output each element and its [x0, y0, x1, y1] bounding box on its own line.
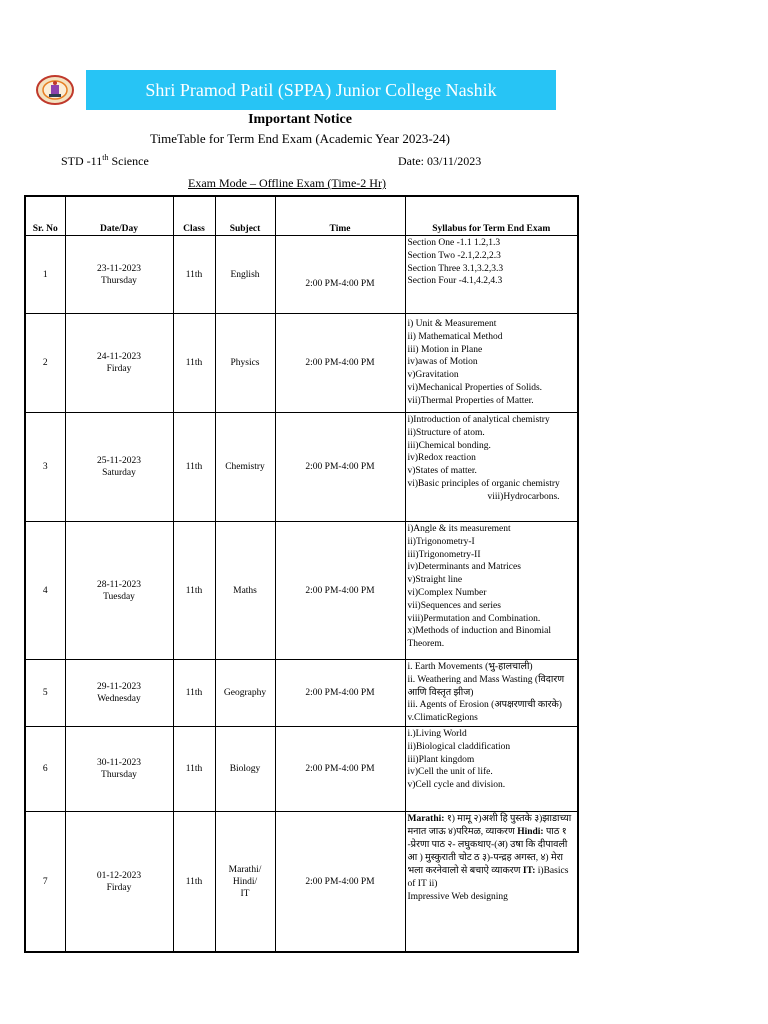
std-suffix: Science [108, 154, 149, 168]
syllabus-item: ii) Mathematical Method [407, 331, 503, 342]
sr-no: 6 [25, 726, 65, 811]
subject-line: Marathi/ [228, 864, 262, 875]
exam-mode: Exam Mode – Offline Exam (Time-2 Hr) [188, 176, 386, 190]
exam-day: Thursday [101, 275, 137, 286]
time: 2:00 PM-4:00 PM [275, 811, 405, 952]
syllabus-item: vii)Thermal Properties of Matter. [407, 395, 534, 406]
exam-day: Wednesday [97, 693, 141, 704]
syllabus-item: vi)Mechanical Properties of Solids. [407, 382, 543, 393]
exam-day: Tuesday [103, 591, 135, 602]
syllabus-item: ii)Biological claddification [407, 741, 511, 752]
table-row [25, 236, 578, 314]
syllabus-item: iii) Motion in Plane [407, 344, 483, 355]
header-class: Class [173, 196, 215, 236]
table-header-row [25, 196, 578, 236]
subject: Maths [215, 522, 275, 660]
header-date-day: Date/Day [65, 196, 173, 236]
time: 2:00 PM-4:00 PM [275, 314, 405, 413]
syllabus [405, 236, 578, 314]
header-time: Time [275, 196, 405, 236]
table-row [25, 811, 578, 952]
table-row [25, 413, 578, 522]
class: 11th [173, 236, 215, 314]
subject: Physics [215, 314, 275, 413]
class: 11th [173, 726, 215, 811]
syllabus-item: iii)Trigonometry-II [407, 549, 481, 560]
syllabus-item: vi)Complex Number [407, 587, 487, 598]
syllabus-item: iv)Redox reaction [407, 453, 476, 464]
syllabus-item: viii)Permutation and Combination. [407, 613, 541, 624]
syllabus-item: Section Three 3.1,3.2,3.3 [407, 263, 504, 274]
syllabus-item: x)Methods of induction and Binomial [407, 626, 552, 637]
syllabus-item: ii. Weathering and Mass Wasting (विदारण [407, 674, 565, 685]
syllabus-item: Section Four -4.1,4.2,4.3 [407, 276, 503, 287]
syllabus-item: i)Angle & its measurement [407, 524, 511, 534]
syllabus-item: Section Two -2.1,2.2,2.3 [407, 250, 501, 261]
banner-title-bar [86, 70, 556, 110]
date-day [65, 522, 173, 660]
syllabus [405, 522, 578, 660]
exam-day: Firday [106, 364, 132, 374]
date-day [65, 413, 173, 522]
subject: English [215, 236, 275, 314]
notice-date: Date: 03/11/2023 [398, 154, 482, 168]
syllabus-item: v)Straight line [407, 575, 463, 586]
class: 11th [173, 811, 215, 952]
syllabus-item: i) Unit & Measurement [407, 319, 497, 329]
table-row [25, 660, 578, 727]
syllabus-item: आणि विस्तृत झीज) [407, 687, 474, 698]
time: 2:00 PM-4:00 PM [275, 413, 405, 522]
syllabus-item: v)States of matter. [407, 466, 477, 477]
hindi-syllabus: पाठ १ -प्रेरणा पाठ २- लघुकथाए-(अ) उषा कि दीपावली आ ) मुस्कुराती चोट ठ ३)-पन्द्रह अगस्त, ४) मेरा भला करनेवालो से बचाऐ व्याकरण [407, 826, 568, 876]
subject: Biology [215, 726, 275, 811]
class: 11th [173, 522, 215, 660]
exam-date: 25-11-2023 [97, 456, 141, 466]
syllabus-item: v.ClimaticRegions [407, 713, 478, 724]
exam-date: 28-11-2023 [97, 579, 141, 590]
it-syllabus-continued: Impressive Web designing [407, 891, 508, 902]
syllabus [405, 811, 578, 952]
syllabus-item: iv)Cell the unit of life. [407, 767, 493, 778]
timetable-subtitle: TimeTable for Term End Exam (Academic Year 2023-24) [150, 131, 450, 146]
exam-date: 01-12-2023 [96, 870, 142, 881]
table-row [25, 314, 578, 413]
syllabus-item: iv)awas of Motion [407, 357, 478, 368]
subject [215, 811, 275, 952]
sr-no: 4 [25, 522, 65, 660]
header-subject: Subject [215, 196, 275, 236]
syllabus-item: iii)Plant kingdom [407, 754, 475, 765]
syllabus-item: viii)Hydrocarbons. [487, 491, 560, 502]
header-sr-no: Sr. No [25, 196, 65, 236]
class: 11th [173, 314, 215, 413]
it-label: IT: [522, 865, 536, 876]
syllabus [405, 413, 578, 522]
sr-no: 3 [25, 413, 65, 522]
syllabus [405, 660, 578, 727]
time: 2:00 PM-4:00 PM [275, 522, 405, 660]
sr-no: 2 [25, 314, 65, 413]
syllabus-item: i)Introduction of analytical chemistry [407, 415, 550, 425]
syllabus-item: i. Earth Movements (भु-हालचाली) [407, 662, 533, 672]
class: 11th [173, 413, 215, 522]
syllabus-item: v)Cell cycle and division. [407, 780, 506, 791]
date-day [65, 811, 173, 952]
table-row [25, 726, 578, 811]
syllabus-item: v)Gravitation [407, 370, 459, 381]
date-day [65, 726, 173, 811]
std-label [61, 153, 149, 169]
subject-line: Hindi/ [232, 876, 258, 887]
sr-no: 5 [25, 660, 65, 727]
time: 2:00 PM-4:00 PM [275, 726, 405, 811]
marathi-syllabus: १) मामू २)अशी हि पुस्तके ३)झाडाच्या मनात जाऊ ४)परिमळ, व्याकरण [407, 813, 572, 837]
syllabus-item: vi)Basic principles of organic chemistry [407, 478, 560, 489]
syllabus-item: Section One -1.1 1.2,1.3 [407, 238, 501, 248]
sr-no: 7 [25, 811, 65, 952]
header-syllabus: Syllabus for Term End Exam [405, 196, 578, 236]
subject: Chemistry [215, 413, 275, 522]
exam-date: 24-11-2023 [97, 352, 141, 362]
time: 2:00 PM-4:00 PM [275, 660, 405, 727]
syllabus-item: Theorem. [407, 639, 445, 650]
subject: Geography [215, 660, 275, 727]
exam-day: Firday [106, 882, 132, 893]
syllabus-item: vii)Sequences and series [407, 600, 501, 611]
syllabus-languages [408, 813, 576, 891]
syllabus-item: ii)Structure of atom. [407, 427, 485, 438]
marathi-label: Marathi: [407, 813, 445, 824]
syllabus-item: iii. Agents of Erosion (अपक्षरणाची कारके) [407, 700, 562, 711]
syllabus [405, 314, 578, 413]
syllabus-item: iv)Determinants and Matrices [407, 562, 521, 573]
date-day [65, 660, 173, 727]
exam-date: 30-11-2023 [97, 757, 141, 768]
syllabus [405, 726, 578, 811]
sr-no: 1 [25, 236, 65, 314]
syllabus-item: iii)Chemical bonding. [407, 440, 491, 451]
college-emblem-icon [24, 70, 86, 110]
exam-date: 29-11-2023 [97, 681, 141, 692]
std-sup: th [102, 153, 109, 162]
time: 2:00 PM-4:00 PM [275, 236, 405, 314]
subject-line: IT [240, 888, 250, 899]
exam-day: Saturday [102, 468, 136, 478]
table-row [25, 522, 578, 660]
exam-day: Thursday [101, 769, 137, 780]
std-prefix: STD -11 [61, 154, 103, 168]
hindi-label: Hindi: [517, 826, 544, 837]
college-name: Shri Pramod Patil (SPPA) Junior College Nashik [145, 79, 497, 100]
class: 11th [173, 660, 215, 727]
exam-date: 23-11-2023 [97, 263, 141, 274]
notice-title: Important Notice [248, 112, 352, 127]
it-syllabus: i)Basics of IT ii) [407, 865, 569, 889]
syllabus-item: ii)Trigonometry-I [407, 536, 475, 547]
syllabus-item: i.)Living World [407, 728, 467, 739]
timetable [24, 195, 579, 953]
college-banner [24, 70, 556, 110]
date-day [65, 236, 173, 314]
date-day [65, 314, 173, 413]
